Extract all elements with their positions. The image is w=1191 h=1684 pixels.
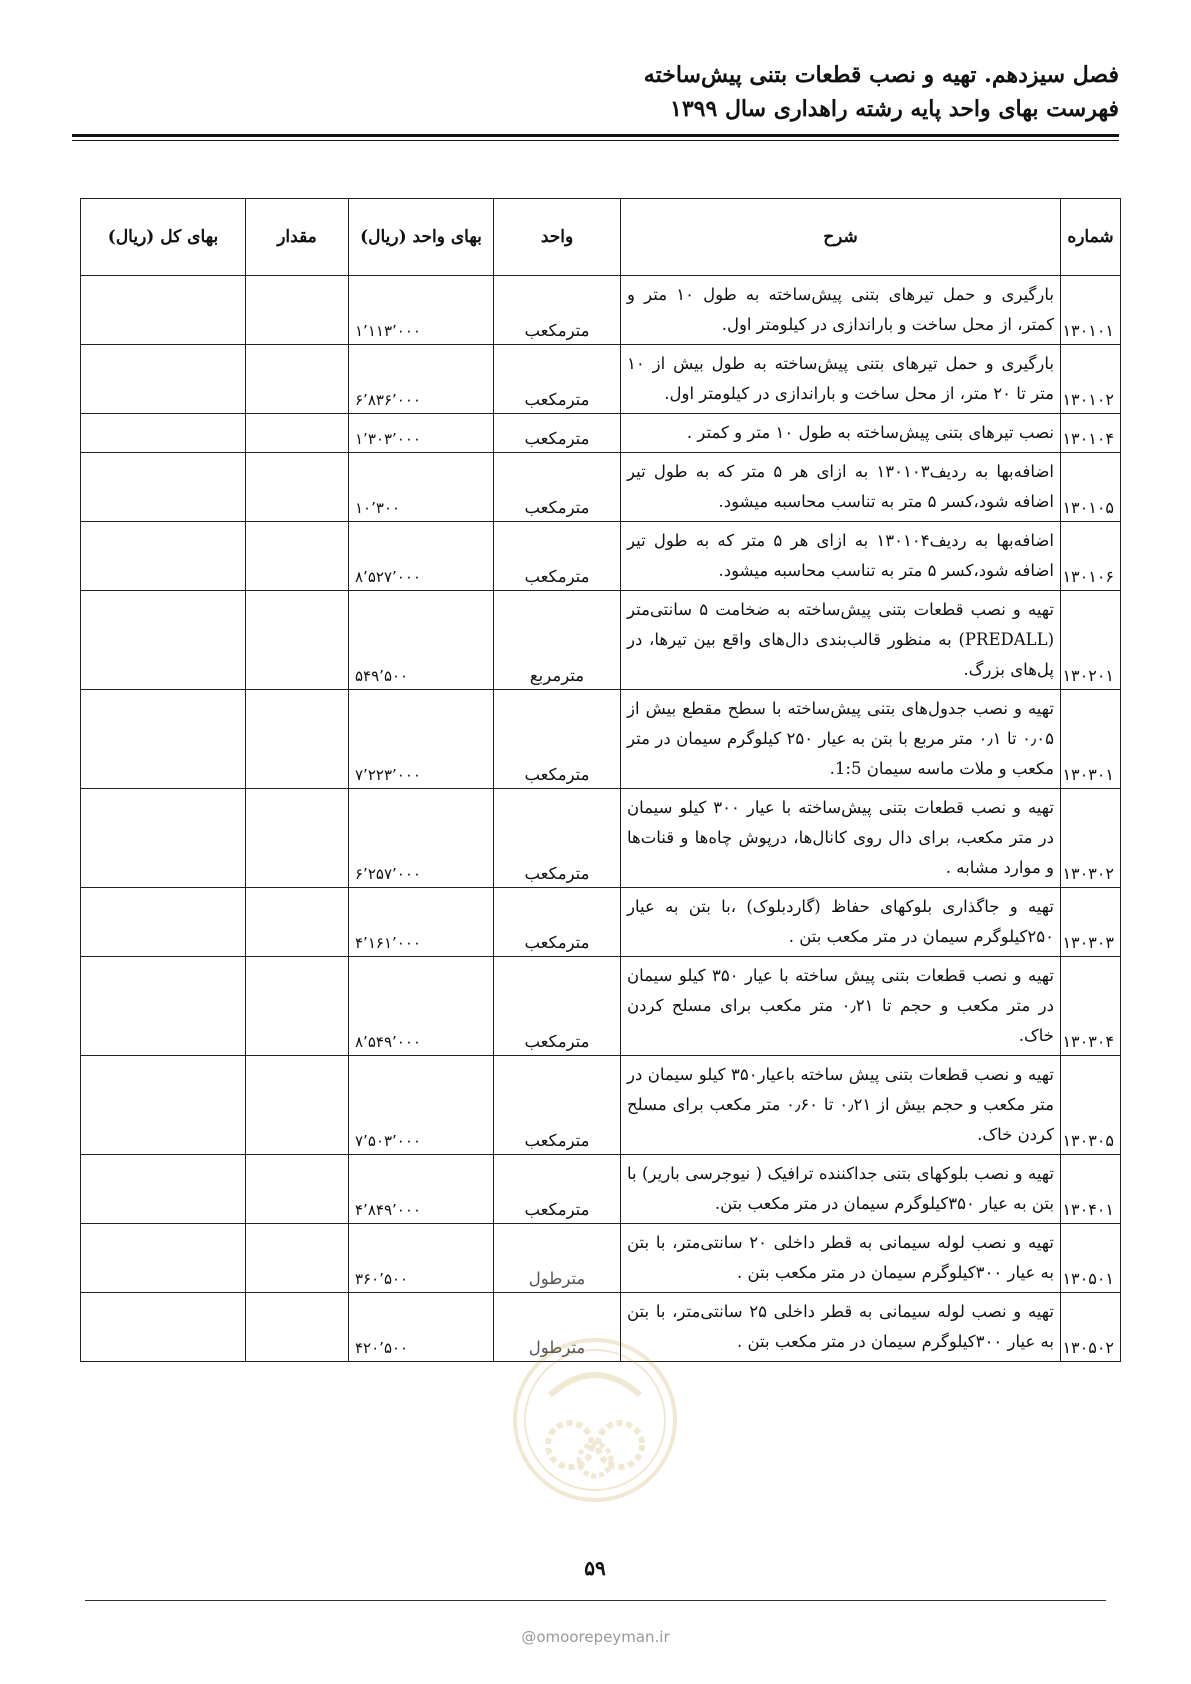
row-total-price xyxy=(81,957,246,1056)
row-quantity xyxy=(246,1155,349,1224)
table-row xyxy=(81,345,1121,414)
row-quantity xyxy=(246,453,349,522)
header-divider xyxy=(72,134,1119,137)
row-description: تهیه و نصب قطعات بتنی پیش ساخته باعیار۳۵۰ کیلو سیمان در متر مکعب و حجم بیش از ۰٫۲۱ تا ۰٫۶۰ متر مکعب برای مسلح کردن خاک. xyxy=(621,1056,1061,1155)
table-row xyxy=(81,1293,1121,1362)
row-description: تهیه و نصب قطعات بتنی پیش‌ساخته با عیار ۳۰۰ کیلو سیمان در متر مکعب، برای دال روی کانال‌ها، درپوش چاه‌ها و قنات‌ها و موارد مشابه . xyxy=(621,789,1061,888)
row-unit: مترطول xyxy=(494,1224,621,1293)
row-unit-price: ۱٬۱۱۳٬۰۰۰ xyxy=(349,276,494,345)
row-unit-price: ۷٬۵۰۳٬۰۰۰ xyxy=(349,1056,494,1155)
row-quantity xyxy=(246,522,349,591)
table-row xyxy=(81,414,1121,453)
row-total-price xyxy=(81,1056,246,1155)
row-total-price xyxy=(81,276,246,345)
row-unit: مترمکعب xyxy=(494,789,621,888)
row-quantity xyxy=(246,276,349,345)
row-quantity xyxy=(246,1224,349,1293)
row-unit: مترمکعب xyxy=(494,276,621,345)
row-unit-price: ۱٬۳۰۳٬۰۰۰ xyxy=(349,414,494,453)
row-unit-price: ۷٬۲۲۳٬۰۰۰ xyxy=(349,690,494,789)
table-row xyxy=(81,690,1121,789)
row-total-price xyxy=(81,789,246,888)
row-description: اضافه‌بها به ردیف۱۳۰۱۰۴ به ازای هر ۵ متر که به طول تیر اضافه شود،کسر ۵ متر به تناسب محاسبه میشود. xyxy=(621,522,1061,591)
row-unit: مترمکعب xyxy=(494,888,621,957)
row-unit: مترمکعب xyxy=(494,414,621,453)
page-number: ۵۹ xyxy=(584,1556,606,1580)
row-description: تهیه و نصب بلوکهای بتنی جداکننده ترافیک ( نیوجرسی باریر) با بتن به عیار ۳۵۰کیلوگرم سیمان در متر مکعب بتن. xyxy=(621,1155,1061,1224)
table-row xyxy=(81,591,1121,690)
row-number: ۱۳۰۱۰۴ xyxy=(1061,414,1121,453)
row-number: ۱۳۰۱۰۲ xyxy=(1061,345,1121,414)
row-number: ۱۳۰۵۰۲ xyxy=(1061,1293,1121,1362)
table-row xyxy=(81,276,1121,345)
row-number: ۱۳۰۱۰۶ xyxy=(1061,522,1121,591)
list-title: فهرست بهای واحد پایه رشته راهداری سال ۱۳۹۹ xyxy=(670,96,1119,122)
row-unit: مترمکعب xyxy=(494,690,621,789)
row-unit: مترمکعب xyxy=(494,1056,621,1155)
row-total-price xyxy=(81,690,246,789)
table-row xyxy=(81,453,1121,522)
row-description: تهیه و نصب جدول‌های بتنی پیش‌ساخته با سطح مقطع بیش از ۰٫۰۵ تا ۰٫۱ متر مربع با بتن به عیار ۲۵۰ کیلوگرم سیمان در متر مکعب و ملات ماسه سیمان 1:5. xyxy=(621,690,1061,789)
row-unit-price: ۵۴۹٬۵۰۰ xyxy=(349,591,494,690)
row-number: ۱۳۰۳۰۲ xyxy=(1061,789,1121,888)
header-total-price: بهای کل (ریال) xyxy=(81,199,246,276)
row-number: ۱۳۰۵۰۱ xyxy=(1061,1224,1121,1293)
row-quantity xyxy=(246,789,349,888)
row-unit-price: ۴۲۰٬۵۰۰ xyxy=(349,1293,494,1362)
row-unit-price: ۴٬۸۴۹٬۰۰۰ xyxy=(349,1155,494,1224)
row-description: بارگیری و حمل تیرهای بتنی پیش‌ساخته به طول ۱۰ متر و کمتر، از محل ساخت و باراندازی در کیلومتر اول. xyxy=(621,276,1061,345)
table-row xyxy=(81,1155,1121,1224)
table-row xyxy=(81,957,1121,1056)
row-total-price xyxy=(81,1155,246,1224)
footer-divider xyxy=(85,1600,1106,1601)
row-number: ۱۳۰۴۰۱ xyxy=(1061,1155,1121,1224)
row-quantity xyxy=(246,1293,349,1362)
row-unit-price: ۸٬۵۲۷٬۰۰۰ xyxy=(349,522,494,591)
row-quantity xyxy=(246,345,349,414)
row-total-price xyxy=(81,1293,246,1362)
header-unit: واحد xyxy=(494,199,621,276)
row-unit: مترمکعب xyxy=(494,522,621,591)
row-unit-price: ۱۰٬۳۰۰ xyxy=(349,453,494,522)
row-unit-price: ۶٬۸۳۶٬۰۰۰ xyxy=(349,345,494,414)
header-number: شماره xyxy=(1061,199,1121,276)
row-unit: مترمکعب xyxy=(494,1155,621,1224)
price-table xyxy=(80,198,1121,1362)
row-number: ۱۳۰۱۰۱ xyxy=(1061,276,1121,345)
row-unit: مترطول xyxy=(494,1293,621,1362)
row-total-price xyxy=(81,1224,246,1293)
header-quantity: مقدار xyxy=(246,199,349,276)
row-unit: مترمربع xyxy=(494,591,621,690)
row-description: تهیه و جاگذاری بلوکهای حفاظ (گاردبلوک) ،با بتن به عیار ۲۵۰کیلوگرم سیمان در متر مکعب بتن . xyxy=(621,888,1061,957)
table-row xyxy=(81,789,1121,888)
row-description: تهیه و نصب لوله سیمانی به قطر داخلی ۲۰ سانتی‌متر، با بتن به عیار ۳۰۰کیلوگرم سیمان در متر مکعب بتن . xyxy=(621,1224,1061,1293)
row-description: تهیه و نصب قطعات بتنی پیش‌ساخته به ضخامت ۵ سانتی‌متر (PREDALL) به منظور قالب‌بندی دال‌های واقع بین تیرها، در پل‌های بزرگ. xyxy=(621,591,1061,690)
row-unit: مترمکعب xyxy=(494,345,621,414)
row-description: اضافه‌بها به ردیف۱۳۰۱۰۳ به ازای هر ۵ متر که به طول تیر اضافه شود،کسر ۵ متر به تناسب محاسبه میشود. xyxy=(621,453,1061,522)
table-row xyxy=(81,888,1121,957)
row-total-price xyxy=(81,345,246,414)
row-total-price xyxy=(81,453,246,522)
row-total-price xyxy=(81,591,246,690)
row-unit-price: ۸٬۵۴۹٬۰۰۰ xyxy=(349,957,494,1056)
row-description: بارگیری و حمل تیرهای بتنی پیش‌ساخته به طول بیش از ۱۰ متر تا ۲۰ متر، از محل ساخت و باراندازی در کیلومتر اول. xyxy=(621,345,1061,414)
row-number: ۱۳۰۳۰۱ xyxy=(1061,690,1121,789)
row-number: ۱۳۰۳۰۴ xyxy=(1061,957,1121,1056)
row-description: تهیه و نصب لوله سیمانی به قطر داخلی ۲۵ سانتی‌متر، با بتن به عیار ۳۰۰کیلوگرم سیمان در متر مکعب بتن . xyxy=(621,1293,1061,1362)
row-total-price xyxy=(81,414,246,453)
row-quantity xyxy=(246,591,349,690)
row-quantity xyxy=(246,888,349,957)
row-quantity xyxy=(246,690,349,789)
row-description: تهیه و نصب قطعات بتنی پیش ساخته با عیار ۳۵۰ کیلو سیمان در متر مکعب و حجم تا ۰٫۲۱ متر مکعب برای مسلح کردن خاک. xyxy=(621,957,1061,1056)
chapter-title: فصل سیزدهم. تهیه و نصب قطعات بتنی پیش‌ساخته xyxy=(643,62,1119,88)
row-unit: مترمکعب xyxy=(494,453,621,522)
table-row xyxy=(81,1224,1121,1293)
row-number: ۱۳۰۳۰۳ xyxy=(1061,888,1121,957)
row-unit-price: ۶٬۲۵۷٬۰۰۰ xyxy=(349,789,494,888)
row-quantity xyxy=(246,414,349,453)
row-total-price xyxy=(81,522,246,591)
table-row xyxy=(81,1056,1121,1155)
site-handle: @omoorepeyman.ir xyxy=(521,1628,670,1646)
header-divider-thin xyxy=(72,140,1119,141)
row-unit: مترمکعب xyxy=(494,957,621,1056)
row-quantity xyxy=(246,957,349,1056)
header-unit-price: بهای واحد (ریال) xyxy=(349,199,494,276)
table-header-row xyxy=(81,199,1121,276)
row-number: ۱۳۰۳۰۵ xyxy=(1061,1056,1121,1155)
row-total-price xyxy=(81,888,246,957)
row-number: ۱۳۰۱۰۵ xyxy=(1061,453,1121,522)
row-description: نصب تیرهای بتنی پیش‌ساخته به طول ۱۰ متر و کمتر . xyxy=(621,414,1061,453)
header-description: شرح xyxy=(621,199,1061,276)
page-header xyxy=(69,58,1119,126)
row-quantity xyxy=(246,1056,349,1155)
row-unit-price: ۴٬۱۶۱٬۰۰۰ xyxy=(349,888,494,957)
row-unit-price: ۳۶۰٬۵۰۰ xyxy=(349,1224,494,1293)
table-row xyxy=(81,522,1121,591)
row-number: ۱۳۰۲۰۱ xyxy=(1061,591,1121,690)
